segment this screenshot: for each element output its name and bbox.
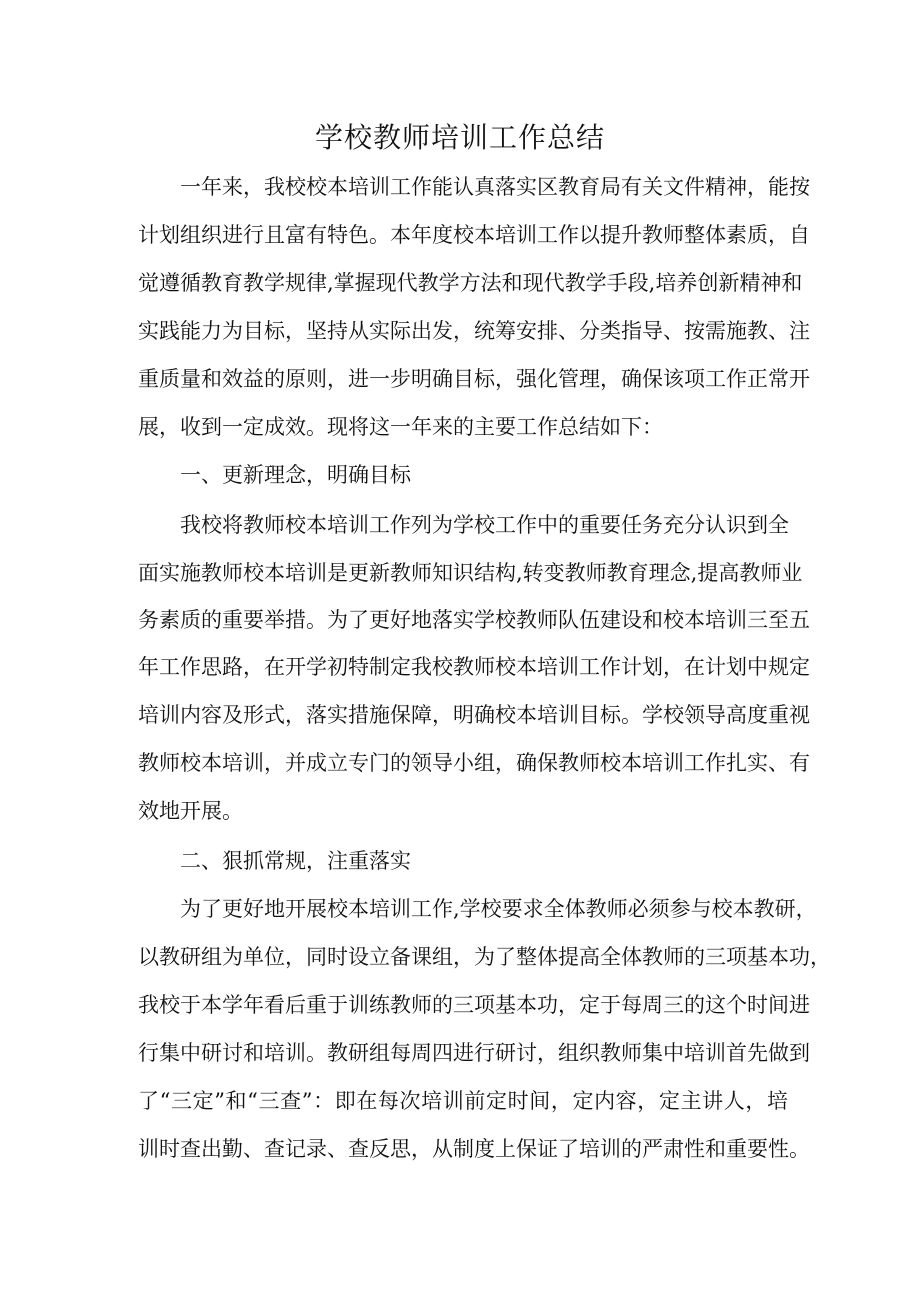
section-2-line-2: 以教研组为单位，同时设立备课组，为了整体提高全体教师的三项基本功， [138,945,831,969]
intro-line-4: 实践能力为目标，坚持从实际出发，统筹安排、分类指导、按需施教、注 [138,319,810,343]
section-1-line-6: 教师校本培训，并成立专门的领导小组，确保教师校本培训工作扎实、有 [138,751,810,775]
section-1-line-7: 效地开展。 [138,799,243,823]
intro-line-5: 重质量和效益的原则，进一步明确目标，强化管理，确保该项工作正常开 [138,367,810,391]
intro-line-1: 一年来，我校校本培训工作能认真落实区教育局有关文件精神，能按 [180,175,810,199]
section-1-line-1: 我校将教师校本培训工作列为学校工作中的重要任务充分认识到全 [180,513,789,537]
section-1-line-3: 务素质的重要举措。为了更好地落实学校教师队伍建设和校本培训三至五 [138,608,810,632]
section-2-line-1: 为了更好地开展校本培训工作,学校要求全体教师必须参与校本教研， [180,897,817,921]
document-title: 学校教师培训工作总结 [314,121,605,154]
section-1-line-4: 年工作思路，在开学初特制定我校教师校本培训工作计划，在计划中规定 [138,655,810,679]
section-heading-1: 一、更新理念，明确目标 [180,463,411,487]
section-heading-2: 二、狠抓常规，注重落实 [180,849,411,873]
section-1-line-5: 培训内容及形式，落实措施保障，明确校本培训目标。学校领导高度重视 [138,703,810,727]
section-2-line-6: 训时查出勤、查记录、查反思，从制度上保证了培训的严肃性和重要性。 [138,1137,810,1161]
section-1-line-2: 面实施教师校本培训是更新教师知识结构,转变教师教育理念,提高教师业 [138,561,803,585]
intro-line-3: 觉遵循教育教学规律,掌握现代教学方法和现代教学手段,培养创新精神和 [138,271,803,295]
intro-line-6: 展，收到一定成效。现将这一年来的主要工作总结如下： [138,415,663,439]
intro-line-2: 计划组织进行且富有特色。本年度校本培训工作以提升教师整体素质，自 [138,223,810,247]
section-2-line-5: 了“三定”和“三查”：即在每次培训前定时间，定内容，定主讲人，培 [138,1089,788,1113]
section-2-line-4: 行集中研讨和培训。教研组每周四进行研讨，组织教师集中培训首先做到 [138,1041,810,1065]
section-2-line-3: 我校于本学年看后重于训练教师的三项基本功，定于每周三的这个时间进 [138,993,810,1017]
